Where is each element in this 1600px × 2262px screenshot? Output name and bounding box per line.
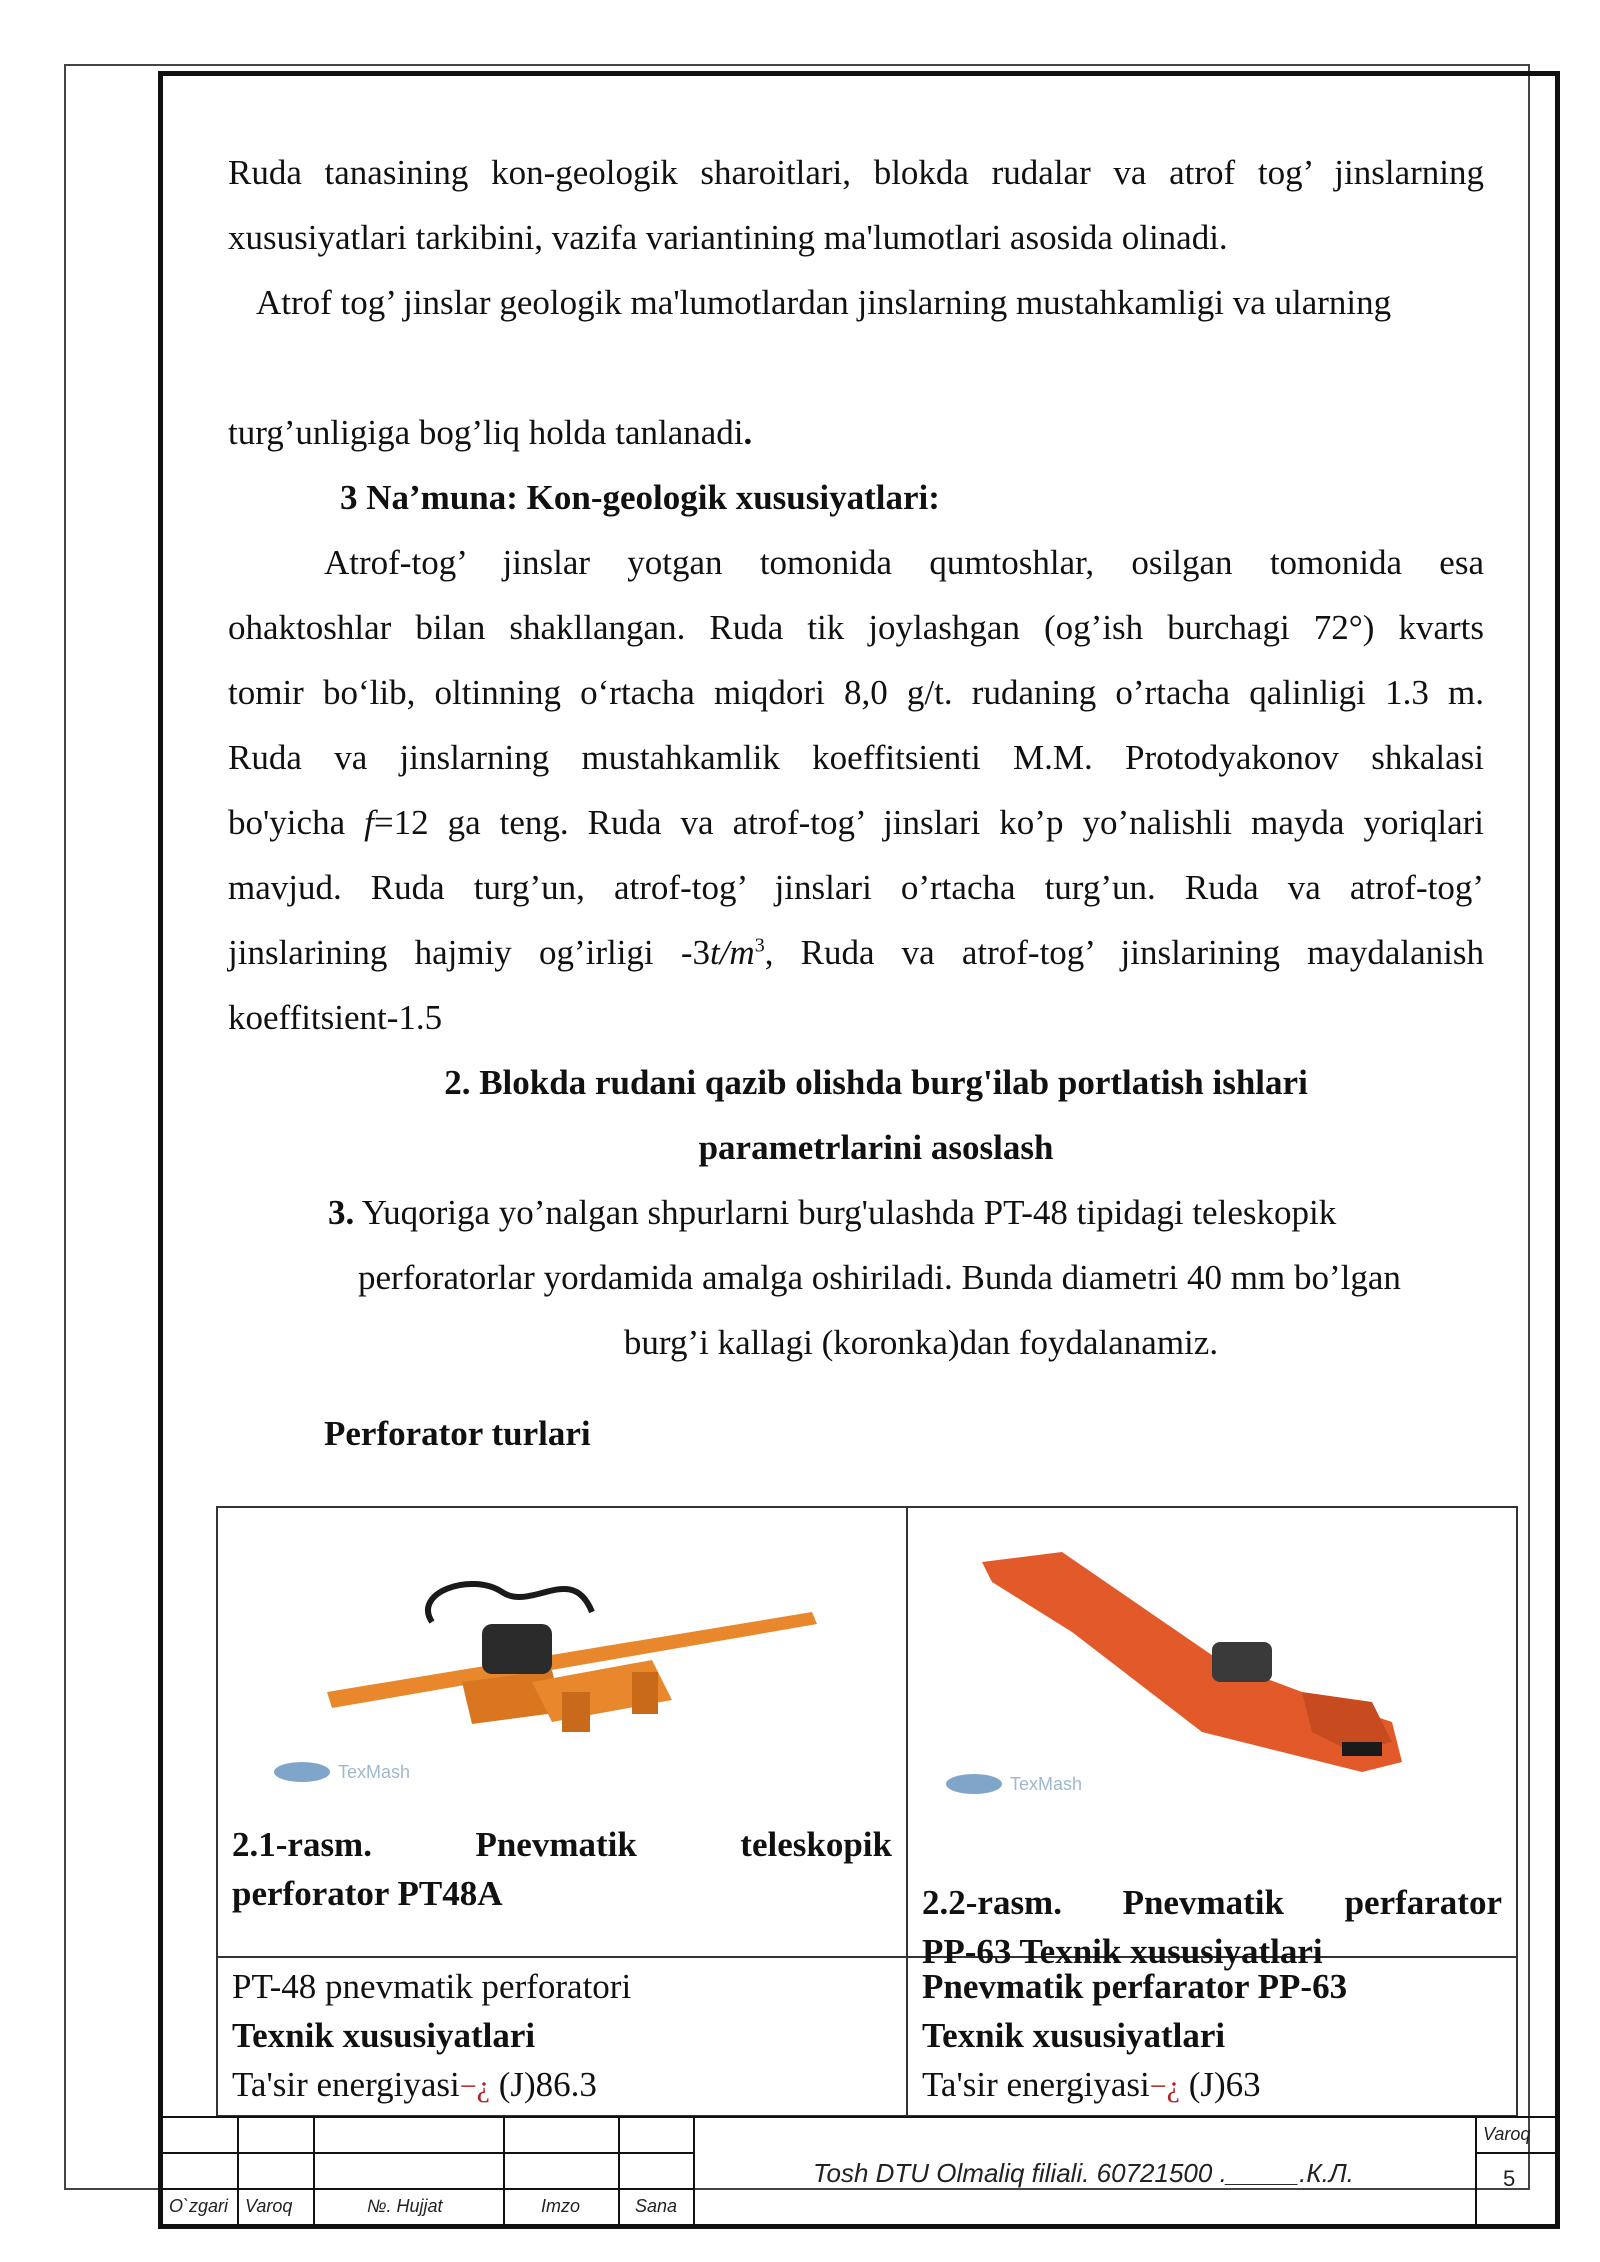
list-item-3-line-1 (328, 1180, 1484, 1245)
drill-motor (482, 1624, 552, 1674)
perforator-types-title: Perforator turlari (324, 1414, 591, 1453)
paragraph-3-line-7 (228, 920, 1484, 985)
perforator-table (216, 1506, 1518, 2117)
watermark-text: TexMash (338, 1762, 411, 1782)
stamp-col-line (237, 2116, 239, 2224)
pt48-spec-subtitle: Texnik xususiyatlari (232, 2016, 536, 2055)
paragraph-3-line-4: Ruda va jinslarning mustahkamlik koeffitsienti M.M. Protodyakonov shkalasi (228, 738, 1484, 777)
title-block-stamp (163, 2116, 1555, 2224)
list-item-3-line-2: perforatorlar yordamida amalga oshiriladi. Bunda diametri 40 mm bo’lgan (358, 1258, 1401, 1297)
cell-pp63-image (907, 1507, 1517, 1971)
pt48-energy-row (232, 2060, 892, 2111)
stamp-col-sana: Sana (635, 2196, 678, 2216)
superscript-3: 3 (754, 934, 765, 957)
stamp-col-line (693, 2116, 695, 2224)
stamp-top-line (163, 2116, 1555, 2118)
drill-motor (1212, 1642, 1272, 1682)
stamp-col-varoq: Varoq (245, 2196, 293, 2216)
stamp-main-text: Tosh DTU Olmaliq filiali. 60721500 ._____.К.Л. (813, 2158, 1354, 2188)
stamp-col-imzo: Imzo (541, 2196, 581, 2216)
stamp-col-ozgari: O`zgari (169, 2196, 229, 2216)
energy-label: Ta'sir energiyasi (232, 2065, 460, 2104)
stamp-row-line-2 (163, 2188, 693, 2190)
table-row-images (217, 1507, 1517, 1957)
paragraph-3-line-8: koeffitsient-1.5 (228, 998, 443, 1037)
energy-value: (J)86.3 (489, 2065, 597, 2104)
pp63-energy-row (922, 2060, 1502, 2111)
paragraph-3-line-5 (228, 790, 1484, 855)
list-item-3-line-3: burg’i kallagi (koronka)dan foydalanamiz. (623, 1323, 1219, 1362)
watermark-logo (274, 1762, 330, 1782)
paragraph-3-line-3: tomir bo‘lib, oltinning o‘rtacha miqdori 8,0 g/t. rudaning o’rtacha qalinligi 1.3 m. (228, 673, 1484, 712)
watermark-text: TexMash (1010, 1774, 1083, 1794)
section-2-heading-line-2: parametrlarini asoslash (698, 1128, 1054, 1167)
text-segment: bo'yicha (228, 803, 365, 842)
paragraph-3-line-6: mavjud. Ruda turg’un, atrof-tog’ jinslari o’rtacha turg’un. Ruda va atrof-tog’ (228, 868, 1484, 907)
stamp-row-line-1 (163, 2152, 693, 2154)
list-number: 3. (328, 1193, 355, 1232)
energy-symbol: −¿ (1149, 2070, 1180, 2103)
paragraph-2-line-2 (228, 400, 1484, 465)
drill-handle (562, 1692, 590, 1732)
pp63-caption (922, 1878, 1502, 1976)
stamp-col-line (503, 2116, 505, 2224)
paragraph-1-line-2: xususiyatlari tarkibini, vazifa variantining ma'lumotlari asosida olinadi. (228, 218, 1228, 257)
paragraph-3-line-1: Atrof-tog’ jinslar yotgan tomonida qumtoshlar, osilgan tomonida esa (324, 543, 1484, 582)
paragraph-2-text: turg’unligiga bog’liq holda tanlanadi (228, 413, 744, 452)
pp63-caption-line-2: PP-63 Texnik xususiyatlari (922, 1932, 1323, 1971)
watermark-logo (946, 1774, 1002, 1794)
pt48-caption-line-1: 2.1-rasm. Pnevmatik teleskopik (232, 1825, 892, 1864)
table-row-specs (217, 1957, 1517, 2116)
pp63-spec-subtitle: Texnik xususiyatlari (922, 2016, 1226, 2055)
energy-label: Ta'sir energiyasi (922, 2065, 1150, 2104)
pp63-spec-title: Pnevmatik perfarator PP-63 (922, 1967, 1348, 2006)
air-hose (428, 1584, 592, 1622)
cell-pt48-specs (217, 1957, 907, 2116)
stamp-col-line (313, 2116, 315, 2224)
drill-handle-2 (632, 1672, 658, 1714)
list-item-text: Yuqoriga yo’nalgan shpurlarni burg'ulashda PT-48 tipidagi teleskopik (354, 1193, 1337, 1232)
stamp-col-line (618, 2116, 620, 2224)
drill-grip (1342, 1742, 1382, 1756)
paragraph-3-line-2: ohaktoshlar bilan shakllangan. Ruda tik joylashgan (og’ish burchagi 72°) kvarts (228, 608, 1484, 647)
pp63-drill-image (922, 1542, 1502, 1842)
text-segment: =12 ga teng. Ruda va atrof-tog’ jinslari ko’p yo’nalishli mayda yoriqlari (373, 803, 1484, 842)
energy-value: (J)63 (1179, 2065, 1261, 2104)
energy-symbol: −¿ (459, 2070, 490, 2103)
stamp-col-hujjat: №. Hujjat (367, 2196, 443, 2216)
cell-pp63-specs (907, 1957, 1517, 2116)
unit-t-m: t/m (709, 933, 755, 972)
pt48-drill-image (232, 1532, 892, 1832)
pt48-caption-line-2: perforator PT48A (232, 1874, 503, 1913)
pt48-caption (232, 1820, 892, 1918)
paragraph-1-line-1: Ruda tanasining kon-geologik sharoitlari, blokda rudalar va atrof tog’ jinslarning (228, 153, 1484, 192)
stamp-varoq-line (1475, 2152, 1555, 2154)
text-segment: jinslarining hajmiy og’irligi -3 (228, 933, 710, 972)
section-3-heading: 3 Na’muna: Kon-geologik xususiyatlari: (340, 478, 940, 517)
list-item-3 (228, 1180, 1484, 1375)
paragraph-2-period: . (743, 413, 753, 452)
blank-line (228, 335, 1484, 400)
pp63-caption-line-1: 2.2-rasm. Pnevmatik perfarator (922, 1883, 1502, 1922)
section-2-heading-line-1: 2. Blokda rudani qazib olishda burg'ilab portlatish ishlari (444, 1063, 1308, 1102)
paragraph-2-line-1: Atrof tog’ jinslar geologik ma'lumotlardan jinslarning mustahkamligi va ularning (256, 283, 1392, 322)
stamp-varoq-label: Varoq (1483, 2124, 1531, 2144)
coefficient-f: f (364, 803, 374, 842)
page-number: 5 (1503, 2166, 1516, 2191)
text-segment: , Ruda va atrof-tog’ jinslarining maydalanish (764, 933, 1484, 972)
cell-pt48-image (217, 1507, 907, 1957)
pt48-spec-title: PT-48 pnevmatik perforatori (232, 1967, 632, 2006)
stamp-col-line (1475, 2116, 1477, 2224)
document-body (228, 140, 1484, 1466)
